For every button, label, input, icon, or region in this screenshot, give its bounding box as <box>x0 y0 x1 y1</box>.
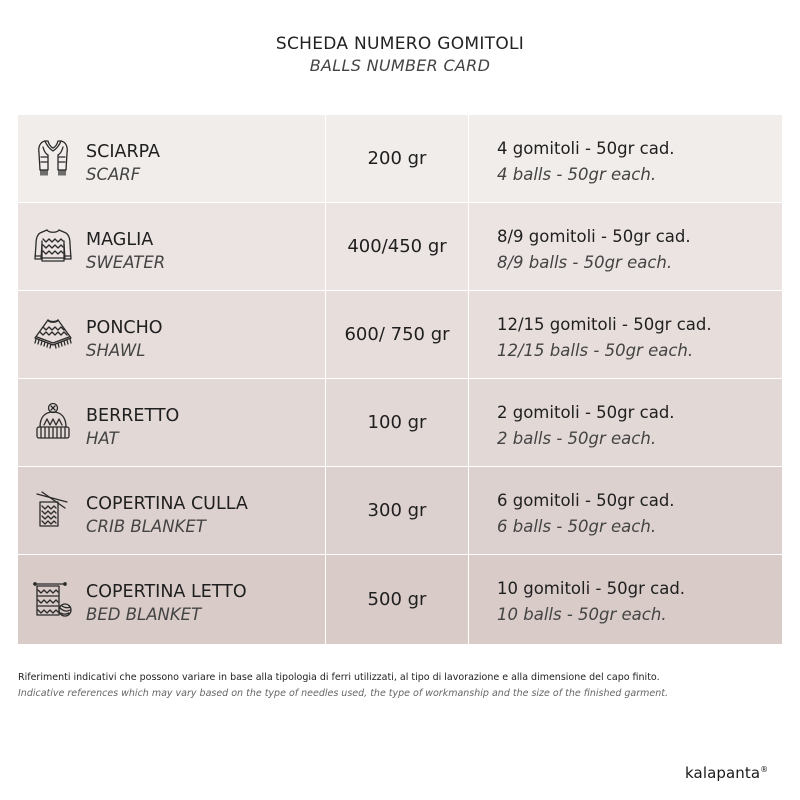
quantity-cell <box>469 203 782 290</box>
page-title: SCHEDA NUMERO GOMITOLI <box>275 34 525 54</box>
table-row <box>18 115 782 203</box>
item-weight: 500 gr <box>367 589 427 610</box>
item-name: PONCHO <box>86 318 163 338</box>
item-name: BERRETTO <box>86 406 180 426</box>
item-weight: 300 gr <box>367 500 427 521</box>
balls-quantity: 6 gomitoli - 50gr cad. <box>497 491 675 510</box>
weight-cell <box>326 555 469 644</box>
hat-icon <box>32 401 74 443</box>
item-cell <box>18 203 326 290</box>
poncho-icon <box>32 313 74 355</box>
table-row <box>18 555 782 644</box>
item-cell <box>18 467 326 554</box>
card-header <box>0 33 800 77</box>
item-name: MAGLIA <box>86 230 154 250</box>
item-cell <box>18 379 326 466</box>
footnote-italian: Riferimenti indicativi che possono variare in base alla tipologia di ferri utilizzati, al tipo di lavorazione e alla dimensione del capo finito. <box>18 672 660 683</box>
table-row <box>18 467 782 555</box>
bed-blanket-icon <box>32 577 74 619</box>
table-row <box>18 203 782 291</box>
item-cell <box>18 555 326 644</box>
footnote <box>18 670 788 702</box>
scarf-icon <box>32 137 74 179</box>
balls-quantity: 4 gomitoli - 50gr cad. <box>497 139 675 158</box>
quantity-cell <box>469 115 782 202</box>
quantity-cell <box>469 379 782 466</box>
item-name: COPERTINA LETTO <box>86 582 247 602</box>
balls-quantity-en: 12/15 balls - 50gr each. <box>497 341 694 360</box>
item-weight: 100 gr <box>367 412 427 433</box>
weight-cell <box>326 291 469 378</box>
registered-mark: ® <box>760 765 769 774</box>
item-name-en: SCARF <box>86 165 141 184</box>
balls-quantity: 12/15 gomitoli - 50gr cad. <box>497 315 712 334</box>
balls-quantity: 2 gomitoli - 50gr cad. <box>497 403 675 422</box>
sweater-icon <box>32 225 74 267</box>
quantity-cell <box>469 291 782 378</box>
footnote-english: Indicative references which may vary based on the type of needles used, the type of workmanship and the size of the finished garment. <box>18 688 668 699</box>
crib-blanket-icon <box>32 489 74 531</box>
item-name-en: SWEATER <box>86 253 166 272</box>
balls-quantity-en: 4 balls - 50gr each. <box>497 165 657 184</box>
item-cell <box>18 115 326 202</box>
brand-name: kalapanta <box>685 764 761 782</box>
balls-quantity: 10 gomitoli - 50gr cad. <box>497 579 686 598</box>
weight-cell <box>326 379 469 466</box>
item-name-en: CRIB BLANKET <box>86 517 206 536</box>
quantity-cell <box>469 555 782 644</box>
balls-quantity-en: 6 balls - 50gr each. <box>497 517 657 536</box>
brand-logo <box>685 764 768 782</box>
table-row <box>18 291 782 379</box>
item-name: COPERTINA CULLA <box>86 494 248 514</box>
item-name: SCIARPA <box>86 142 161 162</box>
item-name-en: SHAWL <box>86 341 146 360</box>
item-weight: 200 gr <box>367 148 427 169</box>
balls-quantity-en: 2 balls - 50gr each. <box>497 429 657 448</box>
page-subtitle: BALLS NUMBER CARD <box>309 56 491 75</box>
item-cell <box>18 291 326 378</box>
weight-cell <box>326 467 469 554</box>
item-name-en: BED BLANKET <box>86 605 202 624</box>
quantity-cell <box>469 467 782 554</box>
balls-quantity-en: 8/9 balls - 50gr each. <box>497 253 673 272</box>
item-weight: 600/ 750 gr <box>344 324 450 345</box>
table-row <box>18 379 782 467</box>
balls-quantity: 8/9 gomitoli - 50gr cad. <box>497 227 691 246</box>
item-weight: 400/450 gr <box>347 236 447 257</box>
weight-cell <box>326 203 469 290</box>
balls-table <box>18 115 782 644</box>
balls-quantity-en: 10 balls - 50gr each. <box>497 605 667 624</box>
weight-cell <box>326 115 469 202</box>
item-name-en: HAT <box>86 429 119 448</box>
